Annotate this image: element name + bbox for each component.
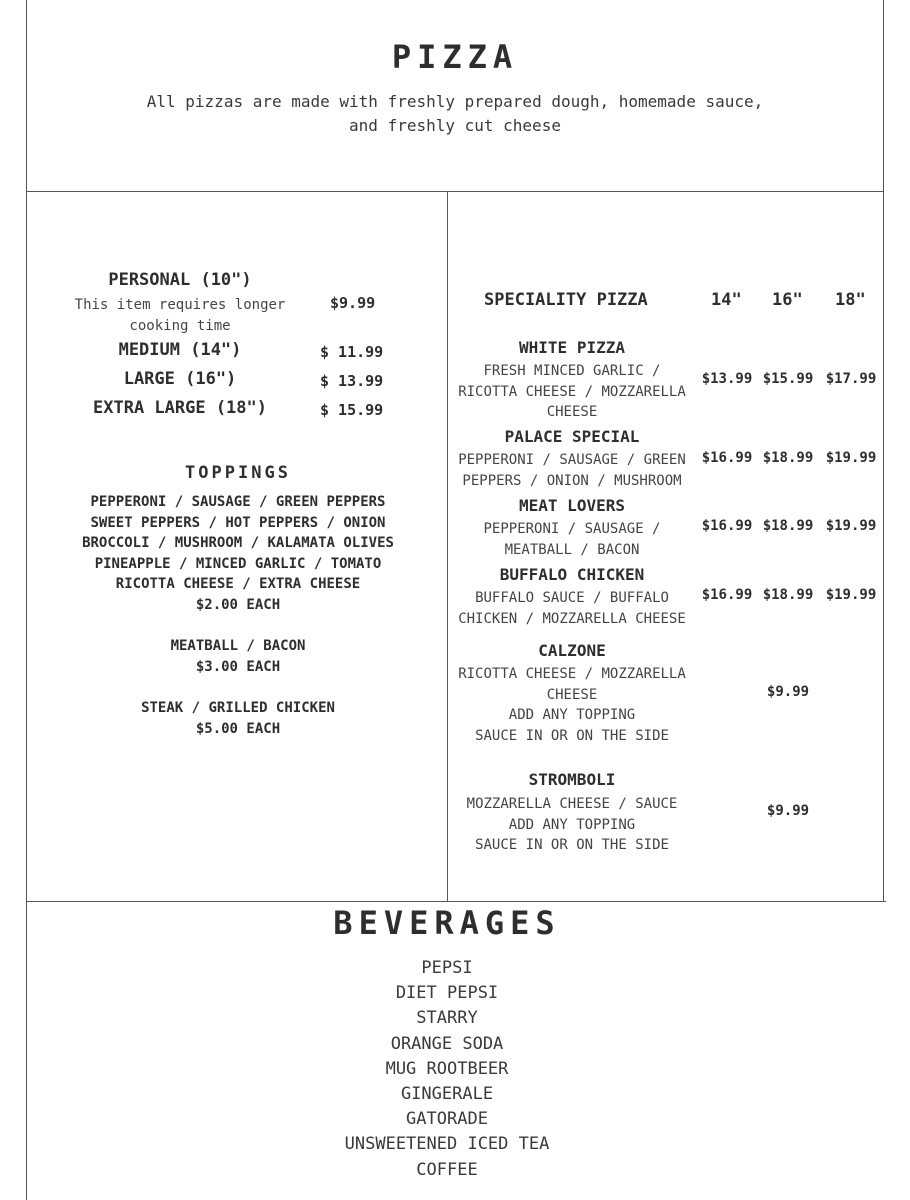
beverage-item: PEPSI <box>421 958 473 978</box>
price-18: $19.99 <box>825 518 877 534</box>
beverage-item: ORANGE SODA <box>390 1033 504 1054</box>
topping-price: $2.00 EACH <box>195 596 281 613</box>
intro-line: All pizzas are made with freshly prepared dough, homemade sauce, <box>146 92 764 111</box>
size-name: PERSONAL (10") <box>108 270 252 290</box>
price-14: $16.99 <box>701 450 753 466</box>
size-label-16: 16" <box>772 290 803 310</box>
toppings-group-2 <box>40 636 436 677</box>
price-16: $18.99 <box>762 587 814 603</box>
topping-line: RICOTTA CHEESE / EXTRA CHEESE <box>115 576 361 593</box>
desc-line: ADD ANY TOPPING <box>508 816 636 833</box>
price-14: $13.99 <box>701 371 753 387</box>
intro-line: and freshly cut cheese <box>349 116 561 135</box>
price-14: $16.99 <box>701 518 753 534</box>
price-18: $19.99 <box>825 587 877 603</box>
topping-line: MEATBALL / BACON <box>170 638 306 654</box>
desc-line: SAUCE IN OR ON THE SIDE <box>475 727 669 744</box>
desc-line: MEATBALL / BACON <box>504 541 640 558</box>
pizza-intro <box>27 90 883 138</box>
item-palace-special-desc <box>449 450 695 491</box>
toppings-group-1 <box>40 492 436 616</box>
desc-line: PEPPERONI / SAUSAGE / GREEN <box>458 452 686 468</box>
divider-beverages <box>26 901 886 902</box>
desc-line: FRESH MINCED GARLIC / <box>483 363 661 379</box>
toppings-title: TOPPINGS <box>185 463 291 483</box>
price-18: $19.99 <box>825 450 877 466</box>
price-14: $16.99 <box>701 587 753 603</box>
price-18: $17.99 <box>825 371 877 387</box>
topping-line: STEAK / GRILLED CHICKEN <box>141 700 335 716</box>
price-single: $9.99 <box>766 803 810 819</box>
item-stromboli-desc <box>449 794 695 856</box>
divider-columns <box>447 191 448 902</box>
beverage-item: STARRY <box>416 1008 478 1029</box>
size-price: $9.99 <box>330 294 376 312</box>
size-price: $ 11.99 <box>320 343 384 361</box>
desc-line: PEPPERS / ONION / MUSHROOM <box>462 472 682 489</box>
size-note <box>40 295 320 337</box>
price-16: $15.99 <box>762 371 814 387</box>
topping-line: BROCCOLI / MUSHROOM / KALAMATA OLIVES <box>82 535 394 552</box>
item-white-pizza-desc <box>449 361 695 423</box>
beverage-item: GATORADE <box>406 1109 488 1130</box>
desc-line: CHEESE <box>546 686 598 703</box>
topping-line: SWEET PEPPERS / HOT PEPPERS / ONION <box>90 514 386 531</box>
topping-price: $3.00 EACH <box>195 658 281 675</box>
item-buffalo-chicken-name: BUFFALO CHICKEN <box>499 565 645 584</box>
item-stromboli-name: STROMBOLI <box>528 770 616 789</box>
desc-line: PEPPERONI / SAUSAGE / <box>483 521 661 537</box>
desc-line: BUFFALO SAUCE / BUFFALO <box>475 590 669 606</box>
beverage-item: MUG ROOTBEER <box>385 1058 509 1079</box>
topping-line: PINEAPPLE / MINCED GARLIC / TOMATO <box>94 555 382 572</box>
size-price: $ 13.99 <box>320 372 384 390</box>
beverages-title: BEVERAGES <box>333 904 561 942</box>
desc-line: RICOTTA CHEESE / MOZZARELLA <box>458 383 686 400</box>
price-16: $18.99 <box>762 518 814 534</box>
pizza-title: PIZZA <box>391 38 519 76</box>
desc-line: CHICKEN / MOZZARELLA CHEESE <box>458 610 686 627</box>
size-note-line: cooking time <box>129 318 231 334</box>
item-calzone-desc <box>449 664 695 746</box>
item-meat-lovers-desc <box>449 519 695 560</box>
size-name: MEDIUM (14") <box>118 340 242 360</box>
size-label-14: 14" <box>711 290 742 310</box>
price-single: $9.99 <box>766 684 810 700</box>
beverages-list <box>27 956 867 1183</box>
frame-right-border <box>883 0 884 902</box>
beverage-item: GINGERALE <box>400 1084 494 1105</box>
desc-line: ADD ANY TOPPING <box>508 707 636 724</box>
toppings-group-3 <box>40 698 436 739</box>
item-palace-special-name: PALACE SPECIAL <box>504 427 640 446</box>
desc-line: RICOTTA CHEESE / MOZZARELLA <box>458 666 686 682</box>
item-meat-lovers-name: MEAT LOVERS <box>519 496 625 515</box>
item-calzone-name: CALZONE <box>538 641 606 660</box>
size-label-18: 18" <box>835 290 866 310</box>
item-buffalo-chicken-desc <box>449 588 695 629</box>
size-price: $ 15.99 <box>320 401 384 419</box>
beverage-item: COFFEE <box>416 1159 478 1180</box>
topping-line: PEPPERONI / SAUSAGE / GREEN PEPPERS <box>90 494 386 510</box>
size-name: LARGE (16") <box>123 369 237 389</box>
desc-line: SAUCE IN OR ON THE SIDE <box>475 837 669 854</box>
size-note-line: This item requires longer <box>74 297 286 313</box>
beverage-item: DIET PEPSI <box>395 983 499 1004</box>
topping-price: $5.00 EACH <box>195 720 281 737</box>
price-16: $18.99 <box>762 450 814 466</box>
divider-header <box>26 191 884 192</box>
desc-line: MOZZARELLA CHEESE / SAUCE <box>466 796 678 812</box>
speciality-header: SPECIALITY PIZZA <box>484 290 648 310</box>
beverage-item: UNSWEETENED ICED TEA <box>344 1134 550 1155</box>
desc-line: CHEESE <box>546 404 598 421</box>
item-white-pizza-name: WHITE PIZZA <box>519 338 625 357</box>
size-name: EXTRA LARGE (18") <box>93 398 267 418</box>
